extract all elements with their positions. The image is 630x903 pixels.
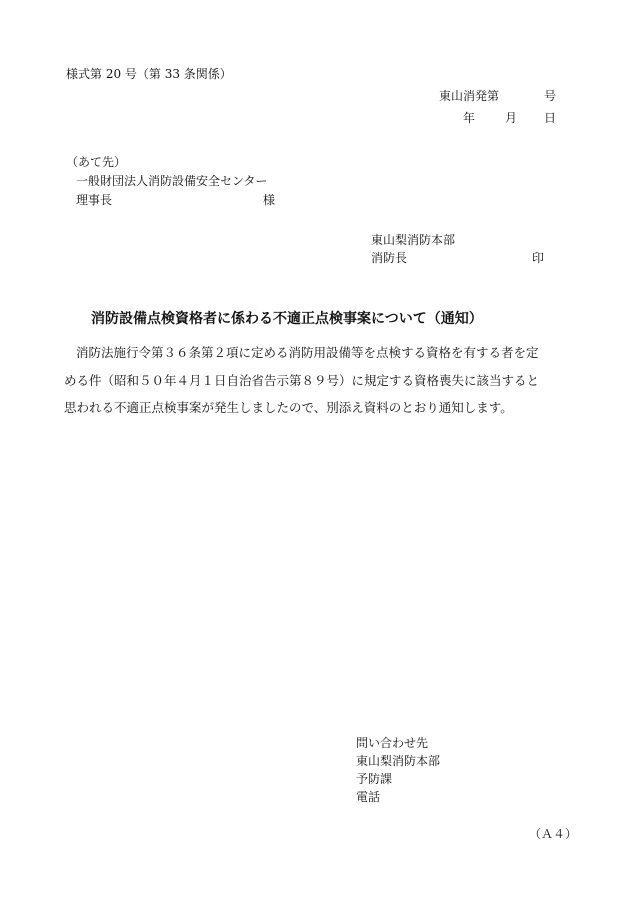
- sender-organization: 東山梨消防本部: [371, 233, 456, 247]
- subject-title: 消防設備点検資格者に係わる不適正点検事案について（通知）: [91, 311, 483, 327]
- body-line: める件（昭和５０年４月１日自治省告示第８９号）に規定する資格喪失に該当すると: [64, 373, 540, 388]
- contact-label: 問い合わせ先: [356, 736, 429, 750]
- form-number: 様式第 20 号（第 33 条関係）: [66, 67, 232, 81]
- addressee-label: （あて先）: [66, 155, 127, 169]
- doc-number-prefix: 東山消発第: [439, 89, 500, 103]
- contact-organization: 東山梨消防本部: [356, 754, 441, 768]
- contact-department: 予防課: [356, 772, 393, 786]
- doc-number-suffix: 号: [544, 89, 557, 103]
- body-line: 消防法施行令第３６条第２項に定める消防用設備等を点検する資格を有する者を定: [76, 345, 539, 360]
- date-month: 月: [505, 111, 518, 125]
- addressee-organization: 一般財団法人消防設備安全センター: [76, 174, 268, 188]
- addressee-honorific: 様: [263, 193, 276, 207]
- sender-title: 消防長: [371, 251, 408, 265]
- addressee-title: 理事長: [76, 193, 113, 207]
- date-day: 日: [544, 111, 557, 125]
- paper-size-note: （Ａ４）: [529, 827, 578, 841]
- body-line: 思われる不適正点検事案が発生しましたので、別添え資料のとおり通知します。: [64, 400, 513, 415]
- seal-mark: 印: [532, 251, 545, 265]
- date-year: 年: [463, 111, 476, 125]
- contact-phone-label: 電話: [356, 790, 381, 804]
